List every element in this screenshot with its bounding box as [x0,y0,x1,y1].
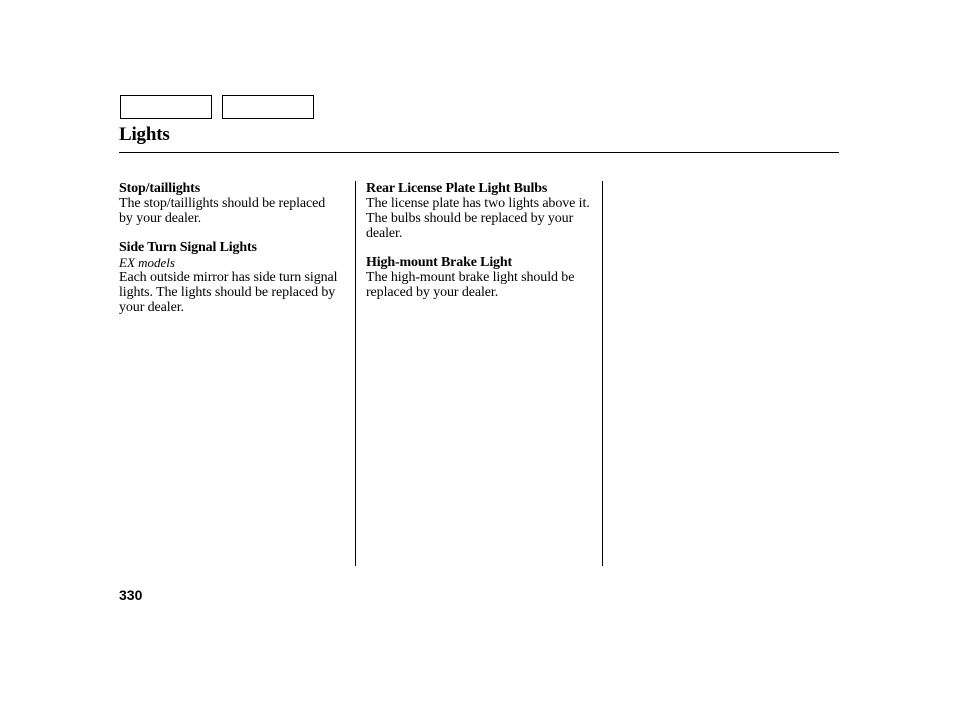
section-body: Each outside mirror has side turn signal lights. The lights should be replaced by your dealer. [119,270,338,315]
title-divider [119,152,839,153]
section-stop-taillights [119,181,341,226]
section-heading: High-mount Brake Light [366,255,513,270]
section-rear-license-plate-light-bulbs [366,181,594,241]
main-menu-nav-button[interactable] [120,95,212,119]
section-heading: Side Turn Signal Lights [119,240,257,255]
left-column [119,181,341,329]
column-divider [355,181,356,566]
model-note: EX models [119,255,175,270]
section-side-turn-signal-lights [119,240,341,315]
section-high-mount-brake-light [366,255,594,300]
section-body: The high-mount brake light should be replaced by your dealer. [366,270,575,300]
page-number: 330 [119,587,143,603]
middle-column [366,181,594,314]
section-body: The stop/taillights should be replaced by your dealer. [119,196,326,226]
page-title: Lights [119,124,170,145]
section-body: The license plate has two lights above it. The bulbs should be replaced by your dealer. [366,196,590,241]
section-heading: Stop/taillights [119,181,200,196]
section-heading: Rear License Plate Light Bulbs [366,181,548,196]
index-nav-button[interactable] [222,95,314,119]
column-divider [602,181,603,566]
